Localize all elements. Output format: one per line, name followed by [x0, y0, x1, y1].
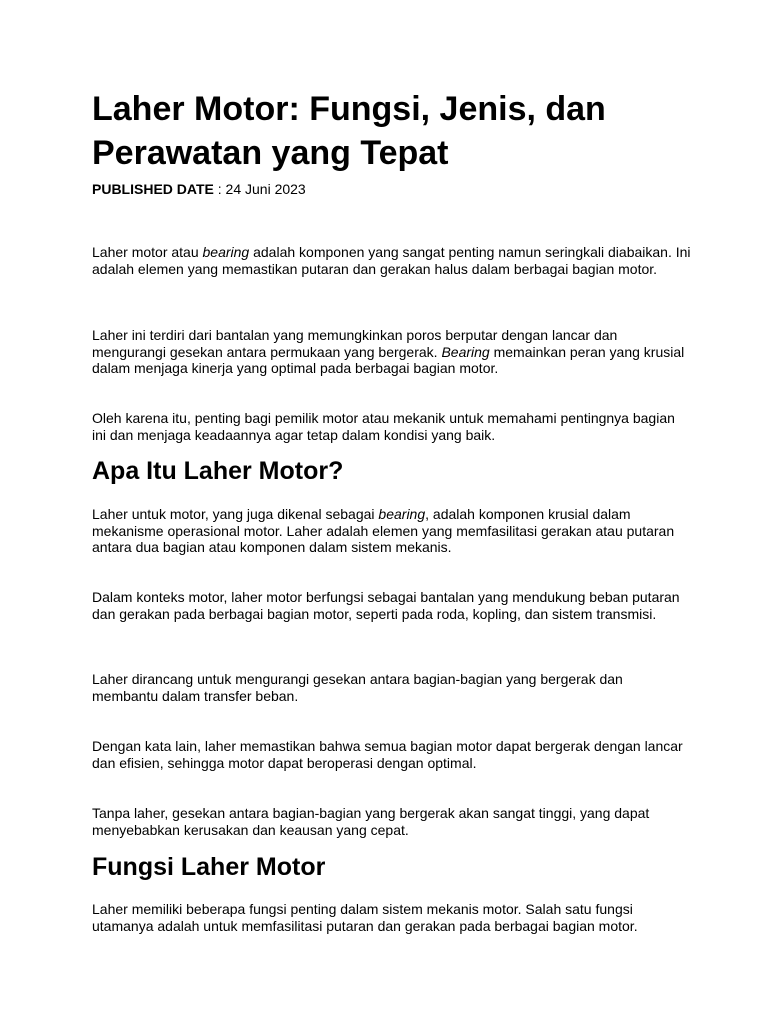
section1-paragraph-1: [92, 506, 692, 556]
intro-paragraph-1-italic: bearing: [202, 244, 250, 260]
published-date-line: [92, 181, 306, 198]
section2-paragraph-1: Laher memiliki beberapa fungsi penting dalam sistem mekanis motor. Salah satu fungsi utamanya adalah untuk memfasilitasi putaran dan gerakan pada berbagai bagian motor.: [92, 901, 638, 934]
intro-paragraph-1: [92, 244, 692, 277]
published-date-value: 24 Juni 2023: [225, 181, 306, 197]
article-title: Laher Motor: Fungsi, Jenis, dan Perawatan yang Tepat: [92, 90, 606, 172]
section-heading-apa-itu: Apa Itu Laher Motor?: [92, 457, 344, 485]
section1-paragraph-1-text-b: , adalah komponen krusial dalam mekanisme operasional motor. Laher adalah elemen yang memfasilitasi gerakan atau putaran antara dua bagian atau komponen dalam sistem mekanis.: [92, 506, 675, 555]
published-date-label: PUBLISHED DATE: [92, 181, 214, 197]
section1-paragraph-1-text-a: Laher untuk motor, yang juga dikenal sebagai: [92, 506, 379, 522]
section1-paragraph-2: Dalam konteks motor, laher motor berfungsi sebagai bantalan yang mendukung beban putaran dan gerakan pada berbagai bagian motor, seperti pada roda, kopling, dan sistem transmisi.: [92, 589, 680, 622]
intro-paragraph-1-text-a: Laher motor atau: [92, 244, 203, 260]
published-date-separator: :: [213, 181, 226, 197]
intro-paragraph-3: Oleh karena itu, penting bagi pemilik motor atau mekanik untuk memahami pentingnya bagian ini dan menjaga keadaannya agar tetap dalam kondisi yang baik.: [92, 410, 675, 443]
section-heading-fungsi: Fungsi Laher Motor: [92, 853, 326, 881]
intro-paragraph-1-text-b: adalah komponen yang sangat penting namun seringkali diabaikan. Ini adalah elemen yang memastikan putaran dan gerakan halus dalam berbagai bagian motor.: [92, 244, 691, 277]
section1-paragraph-4: Dengan kata lain, laher memastikan bahwa semua bagian motor dapat bergerak dengan lancar dan efisien, sehingga motor dapat beroperasi dengan optimal.: [92, 738, 683, 771]
intro-paragraph-2-text-b: memainkan peran yang krusial dalam menjaga kinerja yang optimal pada berbagai bagian motor.: [92, 343, 685, 376]
section1-paragraph-5: Tanpa laher, gesekan antara bagian-bagian yang bergerak akan sangat tinggi, yang dapat menyebabkan kerusakan dan keausan yang cepat.: [92, 805, 650, 838]
section1-paragraph-3: Laher dirancang untuk mengurangi gesekan antara bagian-bagian yang bergerak dan membantu dalam transfer beban.: [92, 671, 623, 704]
section1-paragraph-1-italic: bearing: [378, 506, 426, 522]
intro-paragraph-2-text-a: Laher ini terdiri dari bantalan yang memungkinkan poros berputar dengan lancar dan mengurangi gesekan antara permukaan yang bergerak.: [92, 327, 618, 360]
intro-paragraph-2: [92, 327, 692, 377]
intro-paragraph-2-italic: Bearing: [441, 343, 490, 360]
